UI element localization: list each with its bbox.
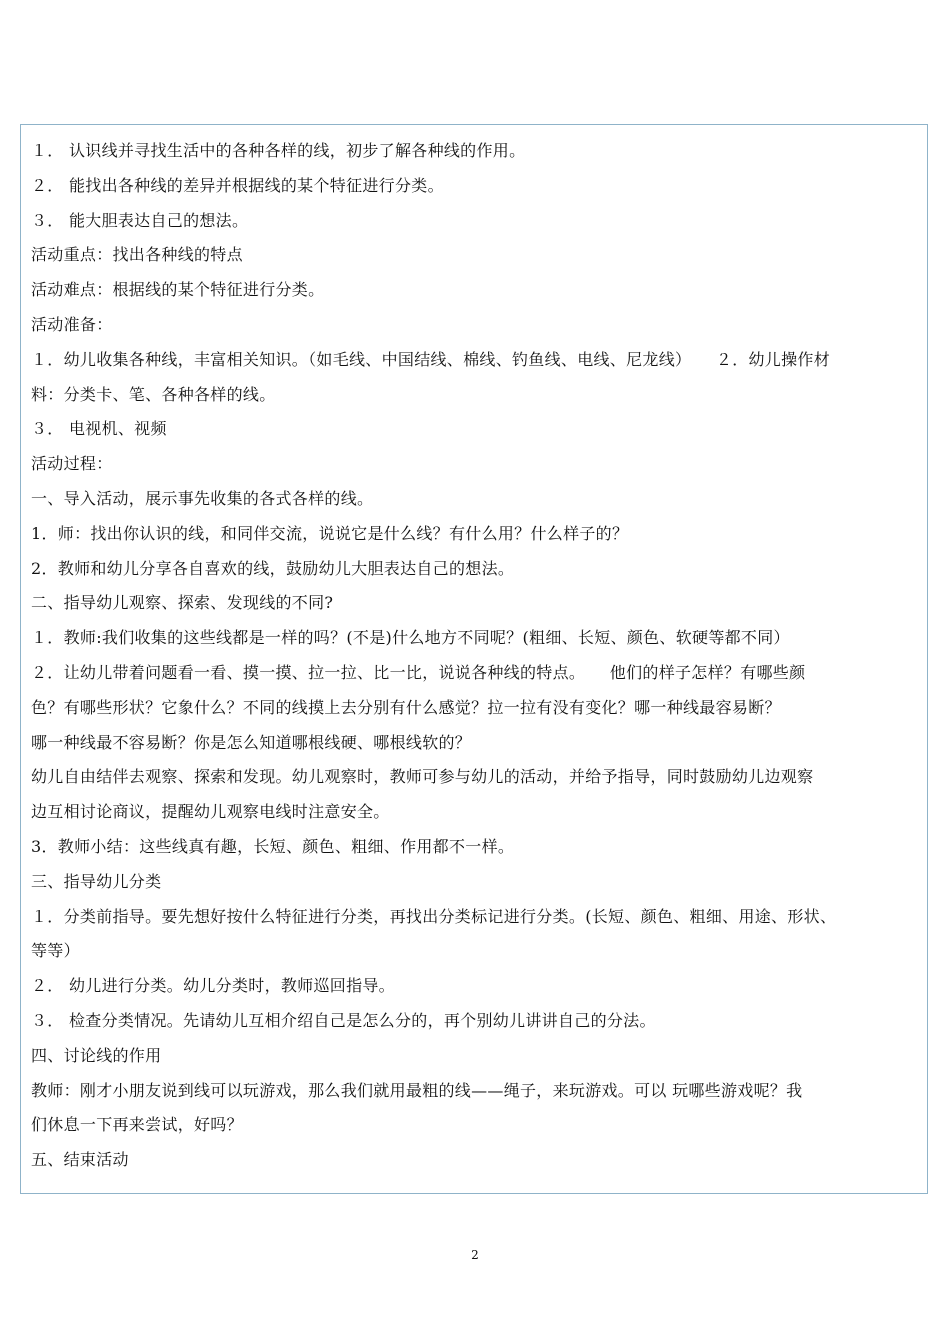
section-one-heading: 一、导入活动，展示事先收集的各式各样的线。 (31, 488, 374, 508)
preparation-line-1: １．幼儿收集各种线，丰富相关知识。（如毛线、中国结线、棉线、钓鱼线、电线、尼龙线） ２．幼儿操作材 (31, 349, 831, 369)
objective-line-3: ３． 能大胆表达自己的想法。 (31, 210, 249, 230)
objective-line-1: １． 认识线并寻找生活中的各种各样的线，初步了解各种线的作用。 (31, 141, 526, 160)
section-one-item-2: 2．教师和幼儿分享各自喜欢的线，鼓励幼儿大胆表达自己的想法。 (31, 558, 515, 578)
preparation-line-2: 料：分类卡、笔、各种各样的线。 (31, 384, 276, 404)
section-two-paragraph-line-2: 边互相讨论商议，提醒幼儿观察电线时注意安全。 (31, 802, 390, 822)
preparation-heading: 活动准备： (31, 314, 113, 334)
objective-line-2: ２． 能找出各种线的差异并根据线的某个特征进行分类。 (31, 175, 444, 195)
section-two-item-2-line-3: 哪一种线最不容易断？你是怎么知道哪根线硬、哪根线软的？ (31, 732, 472, 752)
section-three-item-1-line-1: １．分类前指导。要先想好按什么特征进行分类，再找出分类标记进行分类。(长短、颜色、粗细、用途、形状、 (31, 906, 837, 926)
section-three-item-2: ２． 幼儿进行分类。幼儿分类时，教师巡回指导。 (31, 976, 395, 996)
section-three-item-1-line-2: 等等） (31, 941, 80, 961)
section-two-item-1: １．教师:我们收集的这些线都是一样的吗？(不是)什么地方不同呢？(粗细、长短、颜色、软硬等都不同） (31, 628, 790, 648)
process-heading: 活动过程： (31, 454, 113, 474)
section-four-heading: 四、讨论线的作用 (31, 1045, 162, 1065)
section-one-item-1: 1．师：找出你认识的线，和同伴交流，说说它是什么线？有什么用？什么样子的？ (31, 523, 629, 543)
section-two-item-2-line-2: 色？有哪些形状？它象什么？不同的线摸上去分别有什么感觉？拉一拉有没有变化？哪一种线最容易断？ (31, 697, 781, 717)
section-three-heading: 三、指导幼儿分类 (31, 871, 162, 891)
lesson-content-box (20, 124, 928, 1194)
section-four-paragraph-line-2: 们休息一下再来尝试，好吗？ (31, 1115, 243, 1135)
section-two-heading: 二、指导幼儿观察、探索、发现线的不同? (31, 593, 334, 613)
activity-focus: 活动重点：找出各种线的特点 (31, 245, 243, 265)
section-two-paragraph-line-1: 幼儿自由结伴去观察、探索和发现。幼儿观察时，教师可参与幼儿的活动，并给予指导，同时鼓励幼儿边观察 (31, 767, 814, 787)
section-two-item-3: 3．教师小结：这些线真有趣，长短、颜色、粗细、作用都不一样。 (31, 836, 515, 856)
section-two-item-2-line-1: ２．让幼儿带着问题看一看、摸一摸、拉一拉、比一比，说说各种线的特点。 他们的样子怎样？有哪些颜 (31, 662, 806, 682)
section-five-heading: 五、结束活动 (31, 1150, 129, 1170)
section-four-paragraph-line-1: 教师：刚才小朋友说到线可以玩游戏，那么我们就用最粗的线——绳子，来玩游戏。可以 玩哪些游戏呢？我 (31, 1080, 803, 1100)
preparation-line-3: ３． 电视机、视频 (31, 419, 167, 439)
section-three-item-3: ３． 检查分类情况。先请幼儿互相介绍自己是怎么分的，再个别幼儿讲讲自己的分法。 (31, 1010, 656, 1030)
page-number: 2 (471, 1248, 479, 1262)
activity-difficulty: 活动难点：根据线的某个特征进行分类。 (31, 280, 325, 300)
